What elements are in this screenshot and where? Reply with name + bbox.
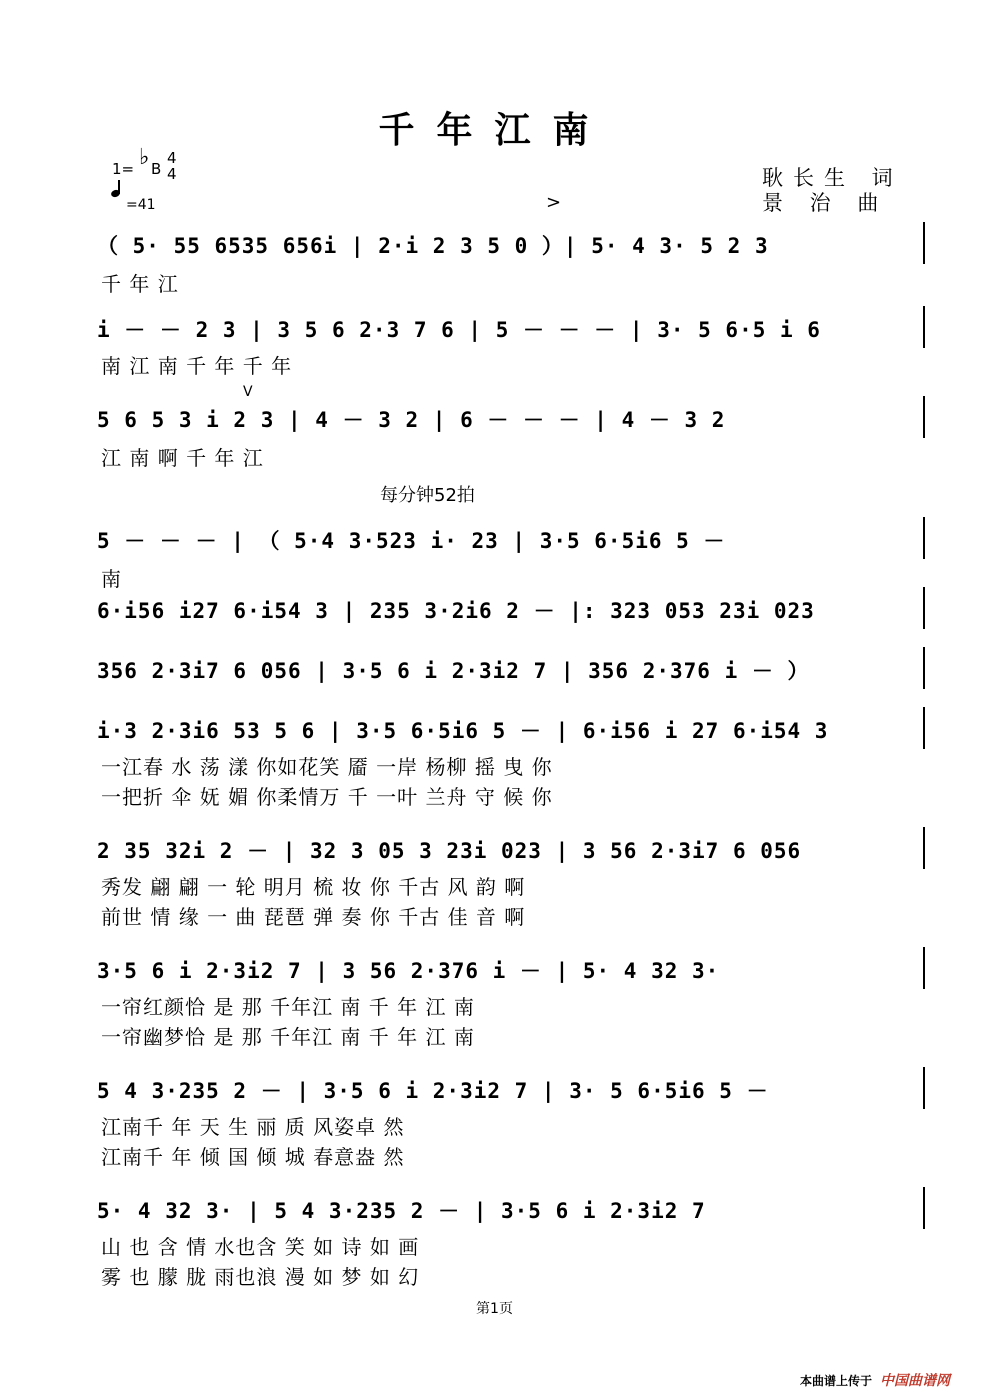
notation-line: （ 5· 55 6535 656i | 2·i 2 3 5 0 ）| 5· 4 3· 5 2 3 [97,234,769,258]
barline [923,1187,925,1229]
quarter-note-stem [118,180,120,194]
lyric-line: 南 [101,567,122,591]
barline [923,707,925,749]
lyric-line-verse-2: 一把折 伞 妩 媚 你柔情万 千 一叶 兰舟 守 候 你 [101,785,553,809]
notation-line: 3·5 6 i 2·3i2 7 | 3 56 2·376 i － | 5· 4 32 3· [97,959,720,983]
page-number: 第1页 [476,1301,513,1317]
barline [923,306,925,348]
barline [923,517,925,559]
time-bottom: 4 [167,165,177,183]
lyricist-credit: 耿长生 词 [762,166,903,190]
time-signature [167,150,177,182]
tempo-value: =41 [126,197,156,213]
key-letter: B [151,160,162,178]
lyric-line-verse-1: 秀发 翩 翩 一 轮 明月 梳 妆 你 千古 风 韵 啊 [101,875,526,899]
barline [923,647,925,689]
time-top: 4 [167,149,177,167]
barline [923,396,925,438]
lyric-line-verse-2: 一帘幽梦恰 是 那 千年江 南 千 年 江 南 [101,1025,475,1049]
upload-note: 本曲谱上传于 [800,1374,873,1388]
barline [923,1067,925,1109]
barline [923,222,925,264]
notation-line: i·3 2·3i6 53 5 6 | 3·5 6·5i6 5 － | 6·i56 i 27 6·i54 3 [97,719,829,743]
breath-mark: V [243,384,253,400]
notation-line: 5 4 3·235 2 － | 3·5 6 i 2·3i2 7 | 3· 5 6·5i6 5 － [97,1079,769,1103]
lyric-line-verse-2: 江南千 年 倾 国 倾 城 春意盎 然 [101,1145,405,1169]
tempo-change: 每分钟52拍 [380,485,475,506]
lyric-line-verse-1: 一江春 水 荡 漾 你如花笑 靥 一岸 杨柳 摇 曳 你 [101,755,553,779]
flat-sign: ♭ [139,145,150,170]
lyric-line-verse-1: 一帘红颜恰 是 那 千年江 南 千 年 江 南 [101,995,475,1019]
site-logo[interactable]: 中国曲谱网 [880,1373,950,1389]
notation-line: 2 35 32i 2 － | 32 3 05 3 23i 023 | 3 56 2·3i7 6 056 [97,839,802,863]
barline [923,587,925,629]
barline [923,827,925,869]
notation-line: 5 6 5 3 i 2 3 | 4 － 3 2 | 6 － － － | 4 － 3 2 [97,408,726,432]
notation-line: 5· 4 32 3· | 5 4 3·235 2 － | 3·5 6 i 2·3i2 7 [97,1199,706,1223]
notation-line: i － － 2 3 | 3 5 6 2·3 7 6 | 5 － － － | 3· 5 6·5 i 6 [97,318,821,342]
lyric-line-verse-1: 山 也 含 情 水也含 笑 如 诗 如 画 [101,1235,420,1259]
notation-line: 5 － － － | （ 5·4 3·523 i· 23 | 3·5 6·5i6 5 － [97,529,726,553]
notation-line: 6·i56 i27 6·i54 3 | 235 3·2i6 2 － |: 323 053 23i 023 [97,599,815,623]
lyric-line-verse-1: 江南千 年 天 生 丽 质 风姿卓 然 [101,1115,405,1139]
lyric-line: 南 江 南 千 年 千 年 [101,354,293,378]
composer-credit: 景 治 曲 [762,191,889,215]
page-title: 千年江南 [378,109,611,151]
lyric-line: 江 南 啊 千 年 江 [101,446,264,470]
lyric-line: 千 年 江 [101,272,179,296]
key-prefix: 1= [112,160,135,178]
lyric-line-verse-2: 前世 情 缘 一 曲 琵琶 弹 奏 你 千古 佳 音 啊 [101,905,526,929]
notation-line: 356 2·3i7 6 056 | 3·5 6 i 2·3i2 7 | 356 2·376 i － ） [97,659,810,683]
accent-mark: > [546,192,562,213]
lyric-line-verse-2: 雾 也 朦 胧 雨也浪 漫 如 梦 如 幻 [101,1265,420,1289]
barline [923,947,925,989]
